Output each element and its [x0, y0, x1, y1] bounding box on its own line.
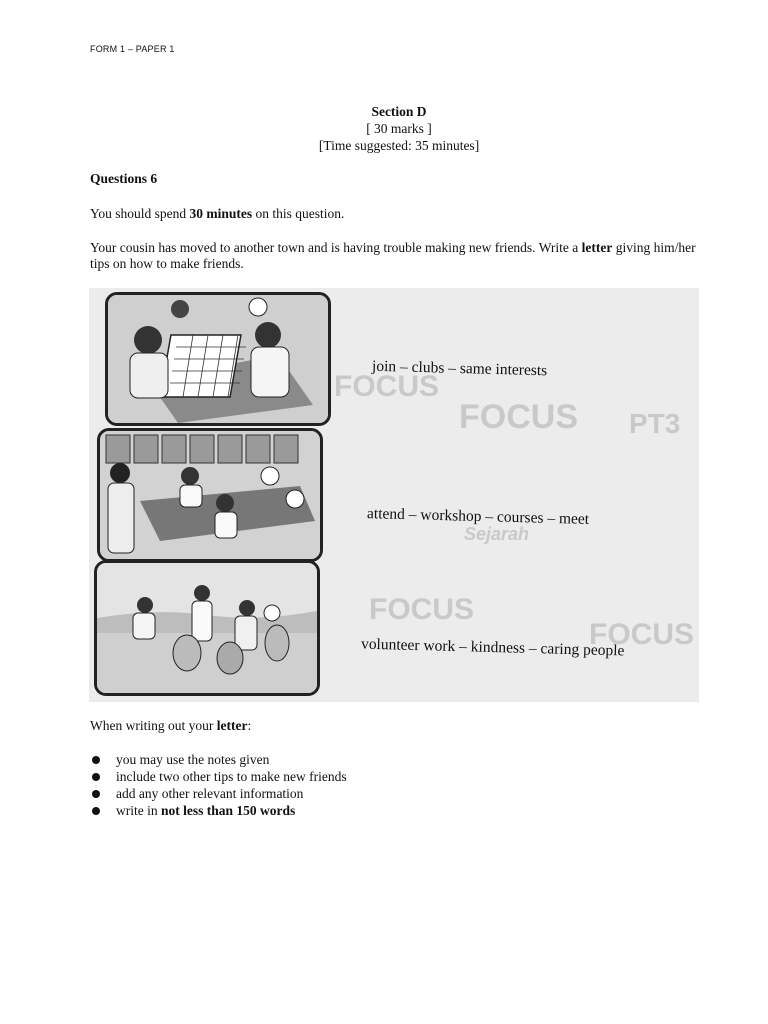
bullet-icon — [92, 756, 100, 764]
list-item-text: you may use the notes given — [116, 752, 270, 767]
list-item — [90, 802, 347, 819]
bg-text-6: FOCUS — [589, 618, 694, 651]
task-text-pre: Your cousin has moved to another town and is having trouble making new friends. Write a — [90, 240, 582, 255]
classroom-workshop-illustration — [97, 428, 323, 562]
spend-instruction — [90, 206, 700, 222]
section-heading — [0, 103, 768, 154]
list-item — [90, 785, 347, 802]
spend-text-bold: 30 minutes — [189, 206, 253, 221]
section-time: [Time suggested: 35 minutes] — [318, 138, 480, 153]
list-item — [90, 751, 347, 768]
section-marks: [ 30 marks ] — [366, 121, 432, 136]
bullet-icon — [92, 790, 100, 798]
bullet-icon — [92, 807, 100, 815]
chess-club-illustration — [105, 292, 331, 426]
spend-text-pre: You should spend — [90, 206, 190, 221]
bg-text-5: Sejarah — [464, 524, 530, 544]
intro-text-bold: letter — [216, 718, 248, 733]
bg-text-4: FOCUS — [369, 593, 474, 626]
task-text-post: giving him/her tips on how to make friends. — [90, 240, 696, 271]
paper-header: FORM 1 – PAPER 1 — [90, 44, 175, 54]
cue-panel-1: join – clubs – same interests — [371, 357, 548, 380]
bg-text-1: FOCUS — [334, 370, 439, 403]
list-item-text: write in — [116, 803, 161, 818]
spend-text-post: on this question. — [252, 206, 345, 221]
task-instruction — [90, 240, 700, 272]
intro-text-pre: When writing out your — [90, 718, 217, 733]
list-item-text: add any other relevant information — [116, 786, 304, 801]
cue-panel-3: volunteer work – kindness – caring people — [360, 635, 625, 660]
bg-text-2: FOCUS — [459, 398, 578, 436]
list-item-bold-text: not less than 150 words — [161, 803, 296, 818]
question-title: Questions 6 — [90, 171, 158, 186]
picture-cues-figure — [89, 288, 699, 702]
instruction-list — [90, 751, 347, 819]
writing-intro — [90, 718, 700, 734]
bullet-icon — [92, 773, 100, 781]
task-text-bold: letter — [581, 240, 613, 255]
list-item-text: include two other tips to make new friends — [116, 769, 347, 784]
intro-text-post: : — [247, 718, 252, 733]
volunteer-cleanup-illustration — [94, 560, 320, 696]
bg-text-3: PT3 — [629, 408, 681, 439]
section-title: Section D — [371, 104, 427, 119]
cue-panel-2: attend – workshop – courses – meet — [366, 505, 590, 528]
list-item — [90, 768, 347, 785]
